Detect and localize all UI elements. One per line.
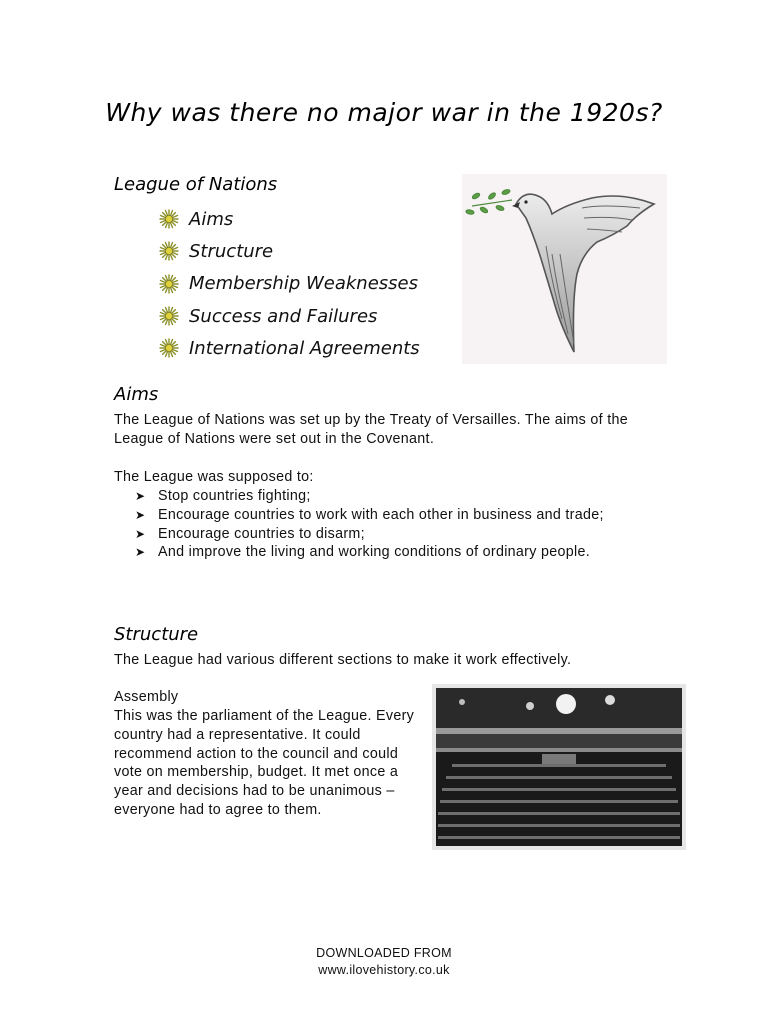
dove-illustration xyxy=(462,174,667,364)
list-item xyxy=(135,543,655,562)
topic-label: Structure xyxy=(189,240,274,262)
flower-bullet-icon xyxy=(158,208,180,230)
download-footer xyxy=(0,945,768,979)
topic-item xyxy=(158,235,420,267)
arrow-bullet-icon: ➤ xyxy=(135,507,146,522)
flower-bullet-icon xyxy=(158,305,180,327)
topic-label: Membership Weaknesses xyxy=(189,273,418,295)
topic-item xyxy=(158,268,420,300)
assembly-text: This was the parliament of the League. Every country had a representative. It could recommend action to the council and could vote on membership, budget. It met once a year and decisions had to be unanimous – everyone had to agree to them. xyxy=(114,708,415,818)
assembly-hall-photo xyxy=(432,684,686,850)
arrow-bullet-icon: ➤ xyxy=(135,545,146,560)
bullet-text: And improve the living and working conditions of ordinary people. xyxy=(158,544,590,561)
list-item xyxy=(135,525,655,544)
footer-line: DOWNLOADED FROM xyxy=(316,946,452,960)
bullet-text: Encourage countries to disarm; xyxy=(158,525,365,542)
flower-bullet-icon xyxy=(158,337,180,359)
aims-intro: The League of Nations was set up by the Treaty of Versailles. The aims of the League of Nations were set out in the Covenant. xyxy=(114,412,628,447)
structure-intro: The League had various different sections to make it work effectively. xyxy=(114,652,572,668)
topic-label: Success and Failures xyxy=(189,305,378,327)
aims-lead: The League was supposed to: xyxy=(114,469,314,485)
topic-item xyxy=(158,300,420,332)
flower-bullet-icon xyxy=(158,240,180,262)
flower-bullet-icon xyxy=(158,273,180,295)
assembly-title: Assembly xyxy=(114,689,179,705)
topic-item xyxy=(158,332,420,364)
bullet-text: Stop countries fighting; xyxy=(158,488,311,504)
topic-item xyxy=(158,203,420,235)
bullet-text: Encourage countries to work with each other in business and trade; xyxy=(158,506,604,523)
league-heading: League of Nations xyxy=(114,174,278,195)
page-title: Why was there no major war in the 1920s? xyxy=(105,98,663,127)
footer-url: www.ilovehistory.co.uk xyxy=(318,963,450,977)
topic-label: Aims xyxy=(189,208,234,230)
topic-list xyxy=(158,203,420,364)
arrow-bullet-icon: ➤ xyxy=(135,526,146,541)
aims-bullet-list xyxy=(135,487,655,562)
arrow-bullet-icon: ➤ xyxy=(135,489,146,503)
list-item xyxy=(135,506,655,525)
list-item xyxy=(135,487,655,506)
structure-heading: Structure xyxy=(114,624,199,645)
topic-label: International Agreements xyxy=(189,337,420,359)
aims-heading: Aims xyxy=(114,384,159,405)
